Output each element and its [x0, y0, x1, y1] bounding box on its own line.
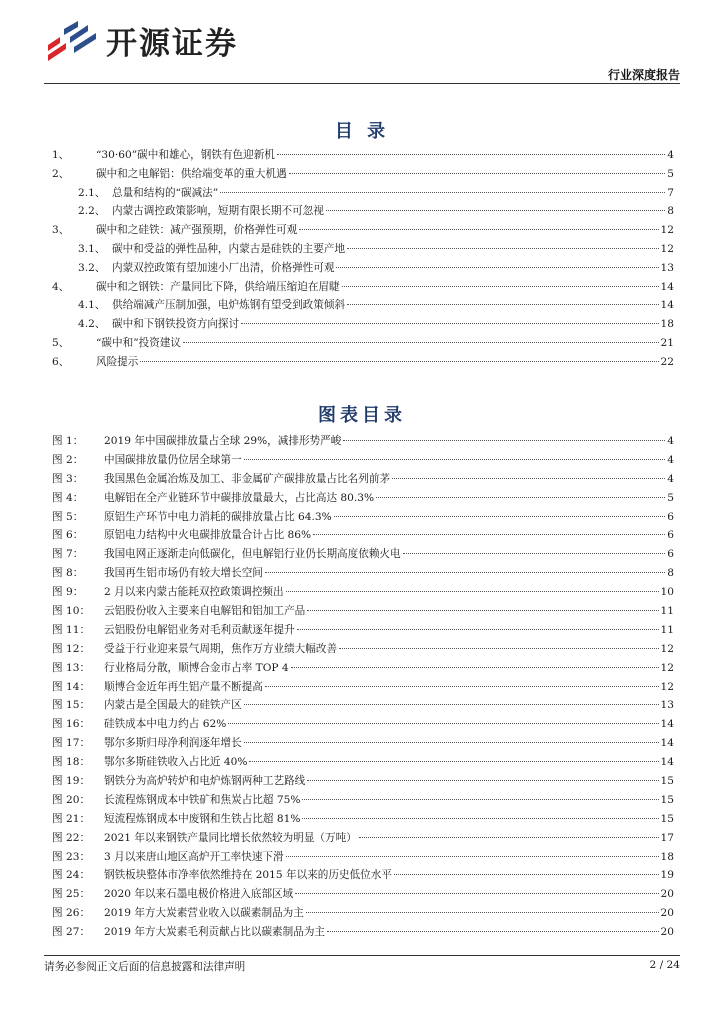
dot-leader — [228, 723, 658, 724]
figure-number: 图 15： — [52, 699, 91, 712]
toc-entry-title: 总量和结构的“碳减法” — [112, 186, 219, 199]
dot-leader — [289, 173, 666, 174]
page-number: 14 — [660, 737, 674, 750]
figure-entry[interactable] — [52, 641, 674, 660]
figure-number: 图 17： — [52, 737, 91, 750]
page-number: 8 — [667, 567, 674, 580]
dot-leader — [244, 459, 666, 460]
figure-entry[interactable] — [52, 792, 674, 811]
page-number: 22 — [660, 355, 674, 368]
figure-entry[interactable] — [52, 773, 674, 792]
figure-title: 3 月以来唐山地区高炉开工率快速下滑 — [104, 850, 284, 863]
page-number: 12 — [660, 661, 674, 674]
toc-entry-number: 2.1、 — [78, 186, 106, 199]
dot-leader — [313, 534, 665, 535]
figure-number: 图 4： — [52, 491, 84, 504]
dot-leader — [249, 761, 658, 762]
figure-entry[interactable] — [52, 735, 674, 754]
toc-title: 目 录 — [334, 121, 390, 142]
figure-title: 电解铝在全产业链环节中碳排放量最大，占比高达 80.3% — [104, 491, 375, 504]
toc-entry[interactable] — [52, 203, 674, 222]
figure-title: 云铝股份电解铝业务对毛利贡献逐年提升 — [104, 623, 295, 636]
figure-entry[interactable] — [52, 471, 674, 490]
figure-number: 图 20： — [52, 793, 91, 806]
dot-leader — [220, 192, 665, 193]
figure-title: 我国电网正逐渐走向低碳化，但电解铝行业仍长期高度依赖火电 — [104, 548, 401, 561]
page-number: 18 — [660, 850, 674, 863]
dot-leader — [306, 912, 659, 913]
page-number: 11 — [660, 623, 674, 636]
dot-leader — [302, 799, 658, 800]
toc-entry-number: 4.2、 — [78, 318, 106, 331]
figure-title: 长流程炼钢成本中铁矿和焦炭占比超 75% — [104, 793, 301, 806]
figure-entry[interactable] — [52, 490, 674, 509]
figure-number: 图 18： — [52, 756, 91, 769]
figure-entry[interactable] — [52, 830, 674, 849]
page-number: 6 — [667, 510, 674, 523]
figure-entry[interactable] — [52, 452, 674, 471]
toc-entry-title: 碳中和之硅铁：减产强预期，价格弹性可观 — [96, 224, 298, 237]
dot-leader — [286, 591, 659, 592]
dot-leader — [339, 648, 658, 649]
figure-title: 2021 年以来钢铁产量同比增长依然较为明显（万吨） — [104, 831, 357, 844]
figure-number: 图 22： — [52, 831, 91, 844]
dot-leader — [327, 931, 659, 932]
figure-title: 鄂尔多斯硅铁收入占比近 40% — [104, 756, 248, 769]
page-header — [0, 0, 724, 90]
figure-entry[interactable] — [52, 527, 674, 546]
dot-leader — [295, 893, 658, 894]
figure-title: 2019 年方大炭素营业收入以碳素制品为主 — [104, 907, 304, 920]
dot-leader — [265, 686, 659, 687]
page-number: 20 — [660, 907, 674, 920]
figure-title: 鄂尔多斯归母净利润逐年增长 — [104, 737, 242, 750]
dot-leader — [183, 342, 659, 343]
dot-leader — [265, 572, 665, 573]
figure-number: 图 10： — [52, 605, 91, 618]
figure-number: 图 23： — [52, 850, 91, 863]
page-number: 17 — [660, 831, 674, 844]
figure-number: 图 24： — [52, 869, 91, 882]
toc-entry[interactable] — [52, 147, 674, 166]
toc-entry-number: 2.2、 — [78, 205, 106, 218]
figure-number: 图 5： — [52, 510, 84, 523]
figure-title: 硅铁成本中电力约占 62% — [104, 718, 227, 731]
report-type: 行业深度报告 — [607, 68, 680, 82]
toc-entry[interactable] — [52, 185, 674, 204]
brand-name: 开源证券 — [106, 25, 238, 62]
dot-leader — [347, 304, 658, 305]
page-indicator: 2 / 24 — [649, 959, 680, 971]
footer-disclaimer: 请务必参阅正文后面的信息披露和法律声明 — [44, 961, 246, 973]
dot-leader — [359, 837, 659, 838]
figure-title: 钢铁分为高炉转炉和电炉炼钢两种工艺路线 — [104, 775, 306, 788]
figure-title: 钢铁板块整体市净率依然维持在 2015 年以来的历史低位水平 — [104, 869, 392, 882]
logo-mark-icon — [44, 15, 100, 65]
figure-number: 图 2： — [52, 453, 84, 466]
figure-number: 图 21： — [52, 812, 91, 825]
figure-number: 图 1： — [52, 435, 84, 447]
figures-title: 图表目录 — [318, 405, 406, 426]
dot-leader — [277, 154, 665, 155]
page-number: 14 — [660, 299, 674, 312]
figure-entry[interactable] — [52, 754, 674, 773]
figure-title: 云铝股份收入主要来自电解铝和铝加工产品 — [104, 605, 306, 618]
figure-number: 图 11： — [52, 623, 91, 636]
dot-leader — [291, 667, 659, 668]
dot-leader — [347, 248, 658, 249]
toc-entry[interactable] — [52, 335, 674, 354]
figure-title: 2020 年以来石墨电极价格进入底部区域 — [104, 888, 294, 901]
page-number: 14 — [660, 756, 674, 769]
page-number: 14 — [660, 718, 674, 731]
figure-number: 图 9： — [52, 586, 84, 599]
page-number: 4 — [667, 472, 674, 485]
dot-leader — [140, 361, 658, 362]
figure-entry[interactable] — [52, 886, 674, 905]
figure-number: 图 7： — [52, 548, 84, 561]
figure-entry[interactable] — [52, 603, 674, 622]
toc-entry[interactable] — [52, 241, 674, 260]
toc-entry[interactable] — [52, 354, 674, 373]
page-number: 5 — [667, 491, 674, 504]
toc-entry[interactable] — [52, 316, 674, 335]
figure-entry[interactable] — [52, 697, 674, 716]
page-number: 14 — [660, 280, 674, 293]
toc-entry[interactable] — [52, 279, 674, 298]
toc-entry-title: “碳中和”投资建议 — [96, 336, 181, 349]
toc-entry-title: 内蒙双控政策有望加速小厂出清，价格弹性可观 — [112, 261, 335, 274]
figure-number: 图 26： — [52, 907, 91, 920]
page-number: 4 — [667, 435, 674, 447]
dot-leader — [299, 229, 658, 230]
dot-leader — [307, 610, 658, 611]
page-number: 4 — [667, 453, 674, 466]
dot-leader — [326, 210, 665, 211]
page-number: 18 — [660, 318, 674, 331]
figure-entry[interactable] — [52, 622, 674, 641]
figure-entry[interactable] — [52, 924, 674, 943]
page-number: 15 — [660, 793, 674, 806]
figure-title: 我国再生铝市场仍有较大增长空间 — [104, 567, 263, 580]
toc-entry[interactable] — [52, 166, 674, 185]
toc-entry-title: 碳中和之钢铁：产量同比下降，供给端压缩迫在眉睫 — [96, 280, 340, 293]
dot-leader — [376, 497, 665, 498]
dot-leader — [241, 323, 658, 324]
figure-entry[interactable] — [52, 716, 674, 735]
figure-entry[interactable] — [52, 660, 674, 679]
figure-entry[interactable] — [52, 867, 674, 886]
figure-entry[interactable] — [52, 584, 674, 603]
toc-entry-number: 2、 — [52, 167, 70, 180]
figure-number: 图 13： — [52, 661, 91, 674]
figure-entry[interactable] — [52, 849, 674, 868]
page-number: 20 — [660, 926, 674, 939]
header-divider — [44, 83, 680, 84]
dot-leader — [394, 874, 659, 875]
figure-entry[interactable] — [52, 679, 674, 698]
page-number: 10 — [660, 586, 674, 599]
figure-entry[interactable] — [52, 905, 674, 924]
page-number: 15 — [660, 775, 674, 788]
figure-entry[interactable] — [52, 546, 674, 565]
figure-entry[interactable] — [52, 433, 674, 452]
figure-title: 内蒙古是全国最大的硅铁产区 — [104, 699, 242, 712]
page-number: 20 — [660, 888, 674, 901]
dot-leader — [307, 780, 658, 781]
page-number: 19 — [660, 869, 674, 882]
toc-entry-title: 内蒙古调控政策影响，短期有限长期不可忽视 — [112, 205, 324, 218]
figure-title: 原铝电力结构中火电碳排放量合计占比 86% — [104, 529, 312, 542]
brand-logo — [44, 15, 238, 65]
dot-leader — [286, 856, 659, 857]
dot-leader — [302, 818, 658, 819]
page-number: 13 — [660, 699, 674, 712]
dot-leader — [297, 629, 659, 630]
toc-list — [52, 147, 674, 373]
dot-leader — [244, 704, 659, 705]
page-number: 6 — [667, 548, 674, 561]
figure-number: 图 8： — [52, 567, 84, 580]
page-number: 12 — [660, 224, 674, 237]
figure-number: 图 19： — [52, 775, 91, 788]
figure-number: 图 14： — [52, 680, 91, 693]
page-number: 12 — [660, 680, 674, 693]
page-number: 15 — [660, 812, 674, 825]
figure-number: 图 12： — [52, 642, 91, 655]
toc-entry[interactable] — [52, 222, 674, 241]
figure-number: 图 3： — [52, 472, 84, 485]
dot-leader — [342, 286, 659, 287]
page-number: 7 — [667, 186, 674, 199]
figure-entry[interactable] — [52, 509, 674, 528]
figure-title: 2019 年中国碳排放量占全球 29%，减排形势严峻 — [104, 435, 342, 447]
figure-title: 行业格局分散，顺博合金市占率 TOP 4 — [104, 661, 289, 674]
toc-entry-title: “30·60”碳中和雄心，钢铁有色迎新机 — [96, 149, 275, 161]
figure-title: 中国碳排放量仍位居全球第一 — [104, 453, 242, 466]
page-number: 4 — [667, 149, 674, 161]
figure-title: 短流程炼钢成本中废钢和生铁占比超 81% — [104, 812, 301, 825]
page-number: 6 — [667, 529, 674, 542]
dot-leader — [336, 267, 658, 268]
toc-entry-title: 供给端减产压制加强，电炉炼钢有望受到政策倾斜 — [112, 299, 346, 312]
figures-list — [52, 433, 674, 943]
toc-entry[interactable] — [52, 260, 674, 279]
page-number: 21 — [660, 336, 674, 349]
dot-leader — [403, 553, 666, 554]
toc-entry-title: 风险提示 — [96, 355, 139, 368]
figure-number: 图 25： — [52, 888, 91, 901]
page-number: 8 — [667, 205, 674, 218]
toc-entry-number: 3.2、 — [78, 261, 106, 274]
figure-title: 受益于行业迎来景气周期，焦作万方业绩大幅改善 — [104, 642, 338, 655]
toc-entry-number: 6、 — [52, 355, 70, 368]
figure-title: 2 月以来内蒙古能耗双控政策调控频出 — [104, 586, 284, 599]
toc-entry-title: 碳中和受益的弹性品种，内蒙古是硅铁的主要产地 — [112, 242, 346, 255]
figure-title: 我国黑色金属冶炼及加工、非金属矿产碳排放量占比名列前茅 — [104, 472, 391, 485]
toc-entry-title: 碳中和下钢铁投资方向探讨 — [112, 318, 240, 331]
page-number: 12 — [660, 642, 674, 655]
page-number: 12 — [660, 242, 674, 255]
toc-entry-number: 1、 — [52, 149, 70, 161]
toc-entry-number: 3.1、 — [78, 242, 106, 255]
figure-title: 2019 年方大炭素毛利贡献占比以碳素制品为主 — [104, 926, 326, 939]
toc-entry-title: 碳中和之电解铝：供给端变革的重大机遇 — [96, 167, 287, 180]
page-number: 13 — [660, 261, 674, 274]
dot-leader — [244, 742, 659, 743]
figure-entry[interactable] — [52, 811, 674, 830]
dot-leader — [343, 440, 665, 441]
figure-title: 顺博合金近年再生铝产量不断提高 — [104, 680, 263, 693]
figure-number: 图 16： — [52, 718, 91, 731]
toc-entry-number: 3、 — [52, 224, 70, 237]
dot-leader — [392, 478, 665, 479]
dot-leader — [334, 516, 666, 517]
page-number: 11 — [660, 605, 674, 618]
footer-divider — [44, 955, 680, 956]
toc-entry[interactable] — [52, 297, 674, 316]
figure-number: 图 6： — [52, 529, 84, 542]
figure-number: 图 27： — [52, 926, 91, 939]
page-number: 5 — [667, 167, 674, 180]
figure-entry[interactable] — [52, 565, 674, 584]
figure-title: 原铝生产环节中电力消耗的碳排放量占比 64.3% — [104, 510, 332, 523]
toc-entry-number: 4.1、 — [78, 299, 106, 312]
toc-entry-number: 5、 — [52, 336, 70, 349]
toc-entry-number: 4、 — [52, 280, 70, 293]
